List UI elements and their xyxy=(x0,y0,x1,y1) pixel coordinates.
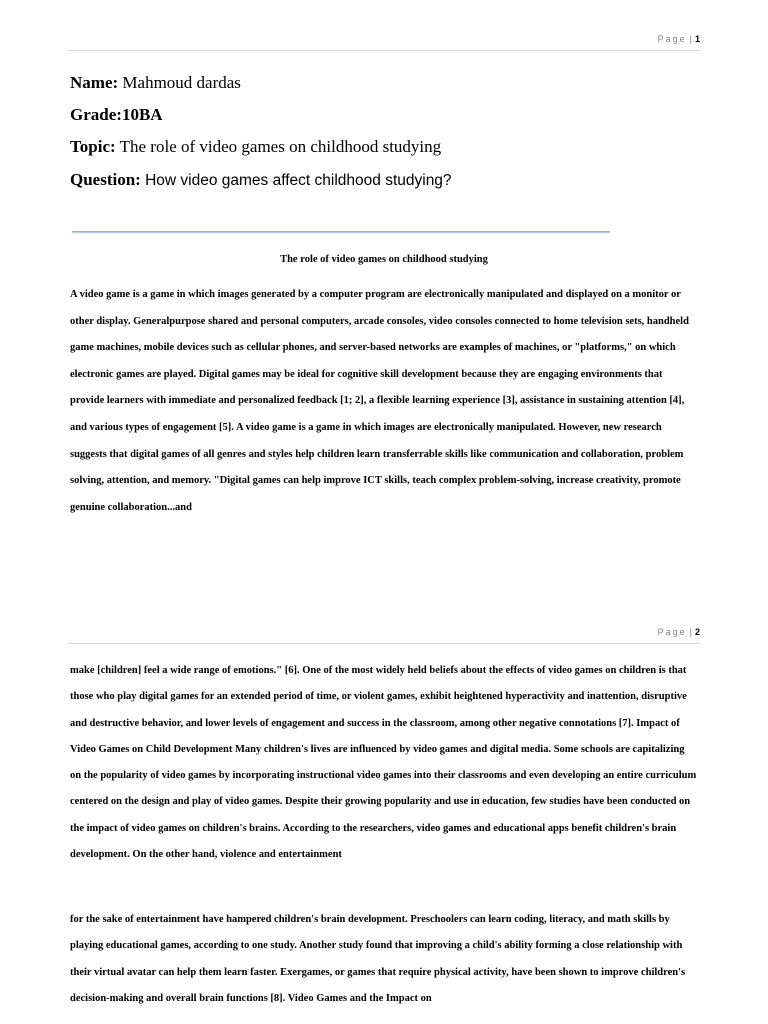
question-label: Question: xyxy=(70,170,141,189)
topic-value: The role of video games on childhood studying xyxy=(119,137,442,156)
essay-paragraph-3: for the sake of entertainment have hampered children's brain development. Preschoolers can learn coding, literacy, and math skills by playing educational games, according to one study. Another study found that improving a child's ability forming a close relationship with their virtual avatar can help them learn faster. Exergames, or games that require physical activity, have been shown to improve children's decision-making and overall brain functions [8]. Video Games and the Impact on xyxy=(70,914,686,1004)
page-number: 2 xyxy=(694,627,700,637)
page-label: Page xyxy=(657,34,687,44)
essay-title: The role of video games on childhood studying xyxy=(280,254,488,265)
page-number: 1 xyxy=(694,34,700,44)
topic-label: Topic: xyxy=(70,137,116,156)
question-value: How video games affect childhood studying? xyxy=(145,172,452,189)
page-label: Page xyxy=(657,627,687,637)
page-header-2: Page | 2 xyxy=(68,627,700,644)
grade-value: 10BA xyxy=(121,105,163,124)
grade-line xyxy=(70,104,163,126)
name-value: Mahmoud dardas xyxy=(122,73,241,92)
essay-paragraph-1: A video game is a game in which images generated by a computer program are electronically manipulated and displayed on a monitor or other display. Generalpurpose shared and personal computers, arcade consoles, video consoles connected to home television sets, handheld game machines, mobile devices such as cellular phones, and server-based networks are examples of machines, or "platforms," on which electronic games are played. Digital games may be ideal for cognitive skill development because they are engaging environments that provide learners with immediate and personalized feedback [1; 2], a flexible learning experience [3], assistance in sustaining attention [4], and various types of engagement [5]. A video game is a game in which images are electronically manipulated. However, new research suggests that digital games of all genres and styles help children learn transferrable skills like communication and collaboration, problem solving, attention, and memory. "Digital games can help improve ICT skills, teach complex problem-solving, increase creativity, promote genuine collaboration...and xyxy=(70,289,689,513)
question-line xyxy=(70,169,452,192)
grade-label: Grade: xyxy=(70,105,122,124)
page-header-1: Page | 1 xyxy=(68,34,700,51)
name-line xyxy=(70,72,241,94)
name-label: Name: xyxy=(70,73,119,92)
essay-paragraph-2: make [children] feel a wide range of emotions." [6]. One of the most widely held beliefs about the effects of video games on children is that those who play digital games for an extended period of time, or violent games, exhibit heightened hyperactivity and inattention, disruptive and destructive behavior, and lower levels of engagement and success in the classroom, among other negative connotations [7]. Impact of Video Games on Child Development Many children's lives are influenced by video games and digital media. Some schools are capitalizing on the popularity of video games by incorporating instructional video games into their classrooms and even developing an entire curriculum centered on the design and play of video games. Despite their growing popularity and use in education, few studies have been conducted on the impact of video games on children's brains. According to the researchers, video games and educational apps benefit children's brain development. On the other hand, violence and entertainment xyxy=(70,665,697,861)
topic-line xyxy=(70,136,441,158)
section-divider xyxy=(72,231,610,234)
